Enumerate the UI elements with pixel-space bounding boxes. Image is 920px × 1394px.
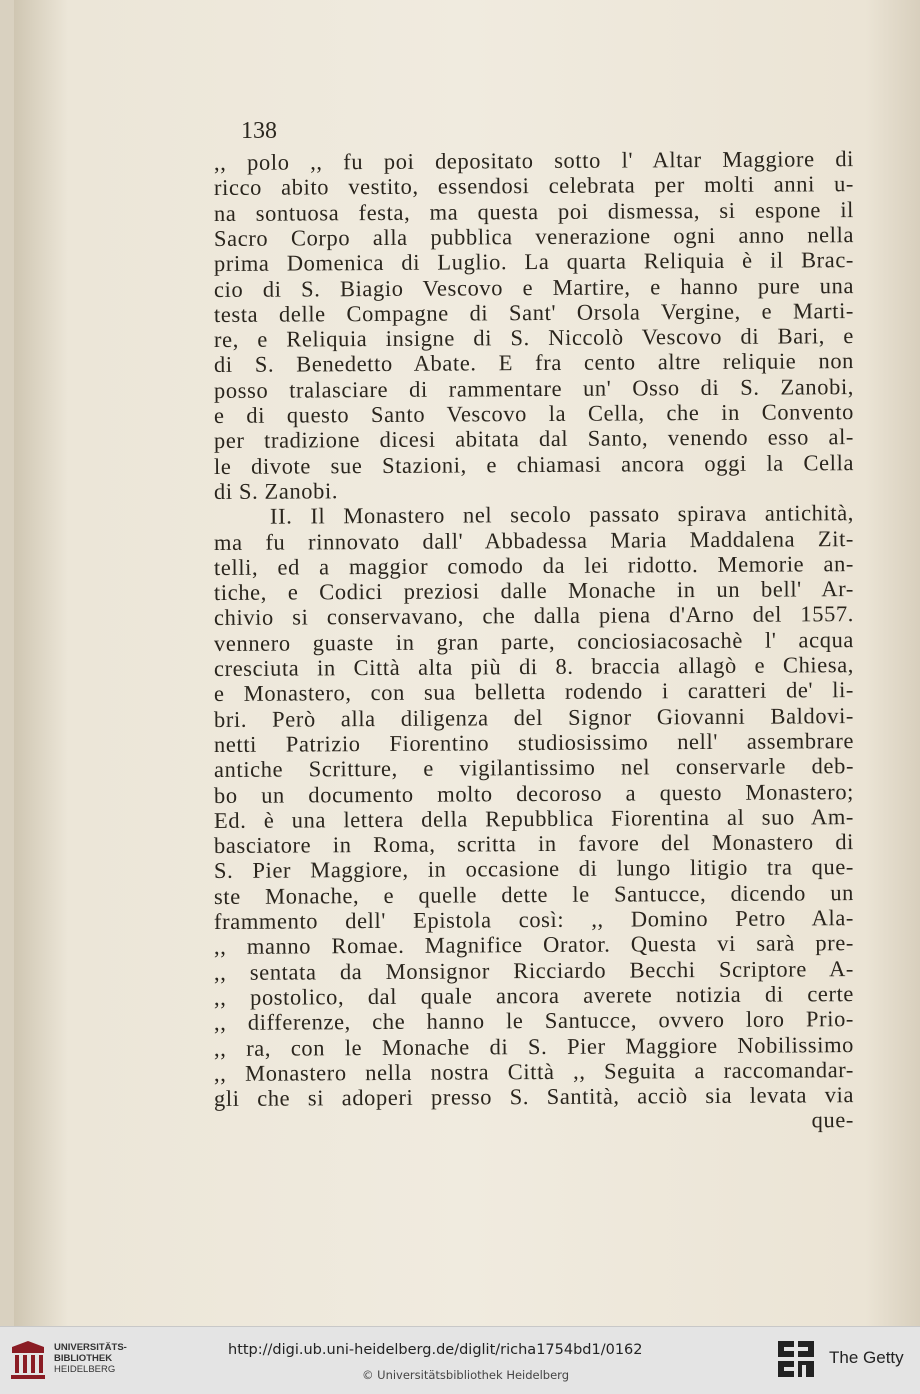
text-line: S. Pier Maggiore, in occasione di lungo litigio tra que- [213,854,855,884]
text-line: Sacro Corpo alla pubblica venerazione ogni anno nella [213,221,855,251]
text-line: di S. Benedetto Abate. E fra cento altre reliquie non [213,348,855,378]
text-line: per tradizione dicesi abitata dal Santo, venendo esso al- [213,424,855,454]
text-line: antiche Scritture, e vigilantissimo nel conservarle deb- [213,753,855,783]
text-line: gli che si adoperi presso S. Santità, acciò sia levata via [213,1082,855,1112]
text-line: e Monastero, con sua belletta rodendo i caratteri de' li- [213,677,855,707]
text-line: na sontuosa festa, ma questa poi dismessa, si espone il [213,196,855,226]
text-line: ,, postolico, dal quale ancora averete notizia di certe [213,980,855,1010]
text-line: frammento dell' Epistola così: ,, Domino Petro Ala- [213,905,855,934]
text-line: ma fu rinnovato dall' Abbadessa Maria Maddalena Zit- [213,525,855,555]
university-library-logo-icon [8,1339,48,1381]
text-line: bri. Però alla diligenza del Signor Giovanni Baldovi- [213,702,855,732]
text-line: testa delle Compagne di Sant' Orsola Vergine, e Marti- [213,297,855,327]
text-line: posso tralasciare di rammentare un' Osso di S. Zanobi, [213,373,855,403]
text-line: Ed. è una lettera della Repubblica Fiorentina al suo Am- [213,803,855,833]
text-line: ste Monache, e quelle dette le Santucce, dicendo un [213,879,855,909]
text-line: chivio si conservavano, che dalla piena d'Arno del 1557. [213,601,855,631]
copyright-notice: © Universitätsbibliothek Heidelberg [362,1368,570,1382]
text-line: ,, manno Romae. Magnifice Orator. Questa vi sarà pre- [213,930,855,960]
text-line: netti Patrizio Fiorentino studiosissimo nell' assembrare [213,727,855,757]
text-line: que- [811,1107,855,1133]
library-name-line3: HEIDELBERG [54,1364,116,1375]
text-line: le divote sue Stazioni, e chiamasi ancora oggi la Cella [213,449,855,479]
permalink-url[interactable]: http://digi.ub.uni-heidelberg.de/diglit/richa1754bd1/0162 [228,1342,643,1358]
text-line: prima Domenica di Luglio. La quarta Reliquia è il Brac- [213,247,855,277]
library-name-line1: UNIVERSITÄTS- [54,1342,127,1353]
text-line: telli, ed a maggior comodo da lei ridotto. Memorie an- [213,550,855,580]
text-line: II. Il Monastero nel secolo passato spirava antichità, [269,500,855,529]
text-line: cio di S. Biagio Vescovo e Martire, e hanno pure una [213,272,855,302]
book-page [14,0,920,1326]
text-line: cresciuta in Città alta più di 8. braccia allagò e Chiesa, [213,652,855,681]
text-line: ,, polo ,, fu poi depositato sotto l' Altar Maggiore di [213,146,855,175]
text-line: re, e Reliquia insigne di S. Niccolò Vescovo di Bari, e [213,323,855,353]
library-name-line2: BIBLIOTHEK [54,1353,113,1364]
text-line: bo un documento molto decoroso a questo Monastero; [213,778,855,808]
text-line: basciatore in Roma, scritta in favore del Monastero di [213,829,855,859]
text-line: e di questo Santo Vescovo la Cella, che in Convento [213,399,855,428]
text-line: tiche, e Codici preziosi dalle Monache in un bell' Ar- [213,576,855,606]
text-line: ,, Monastero nella nostra Città ,, Seguita a raccomandar- [213,1056,855,1086]
getty-name: The Getty [829,1348,904,1367]
text-line: ,, sentata da Monsignor Ricciardo Becchi Scriptore A- [213,955,855,985]
library-name [54,1342,127,1375]
text-line: vennero guaste in gran parte, conciosiacosachè l' acqua [213,626,855,656]
text-line: ,, differenze, che hanno le Santucce, ovvero loro Prio- [213,1006,855,1036]
text-line: di S. Zanobi. [213,478,339,504]
viewer-footer [0,1326,920,1394]
text-line: ,, ra, con le Monache di S. Pier Maggiore Nobilissimo [213,1031,855,1061]
getty-logo-icon [776,1339,816,1381]
page-number: 138 [241,118,277,144]
text-line: ricco abito vestito, essendosi celebrata per molti anni u- [213,171,855,201]
